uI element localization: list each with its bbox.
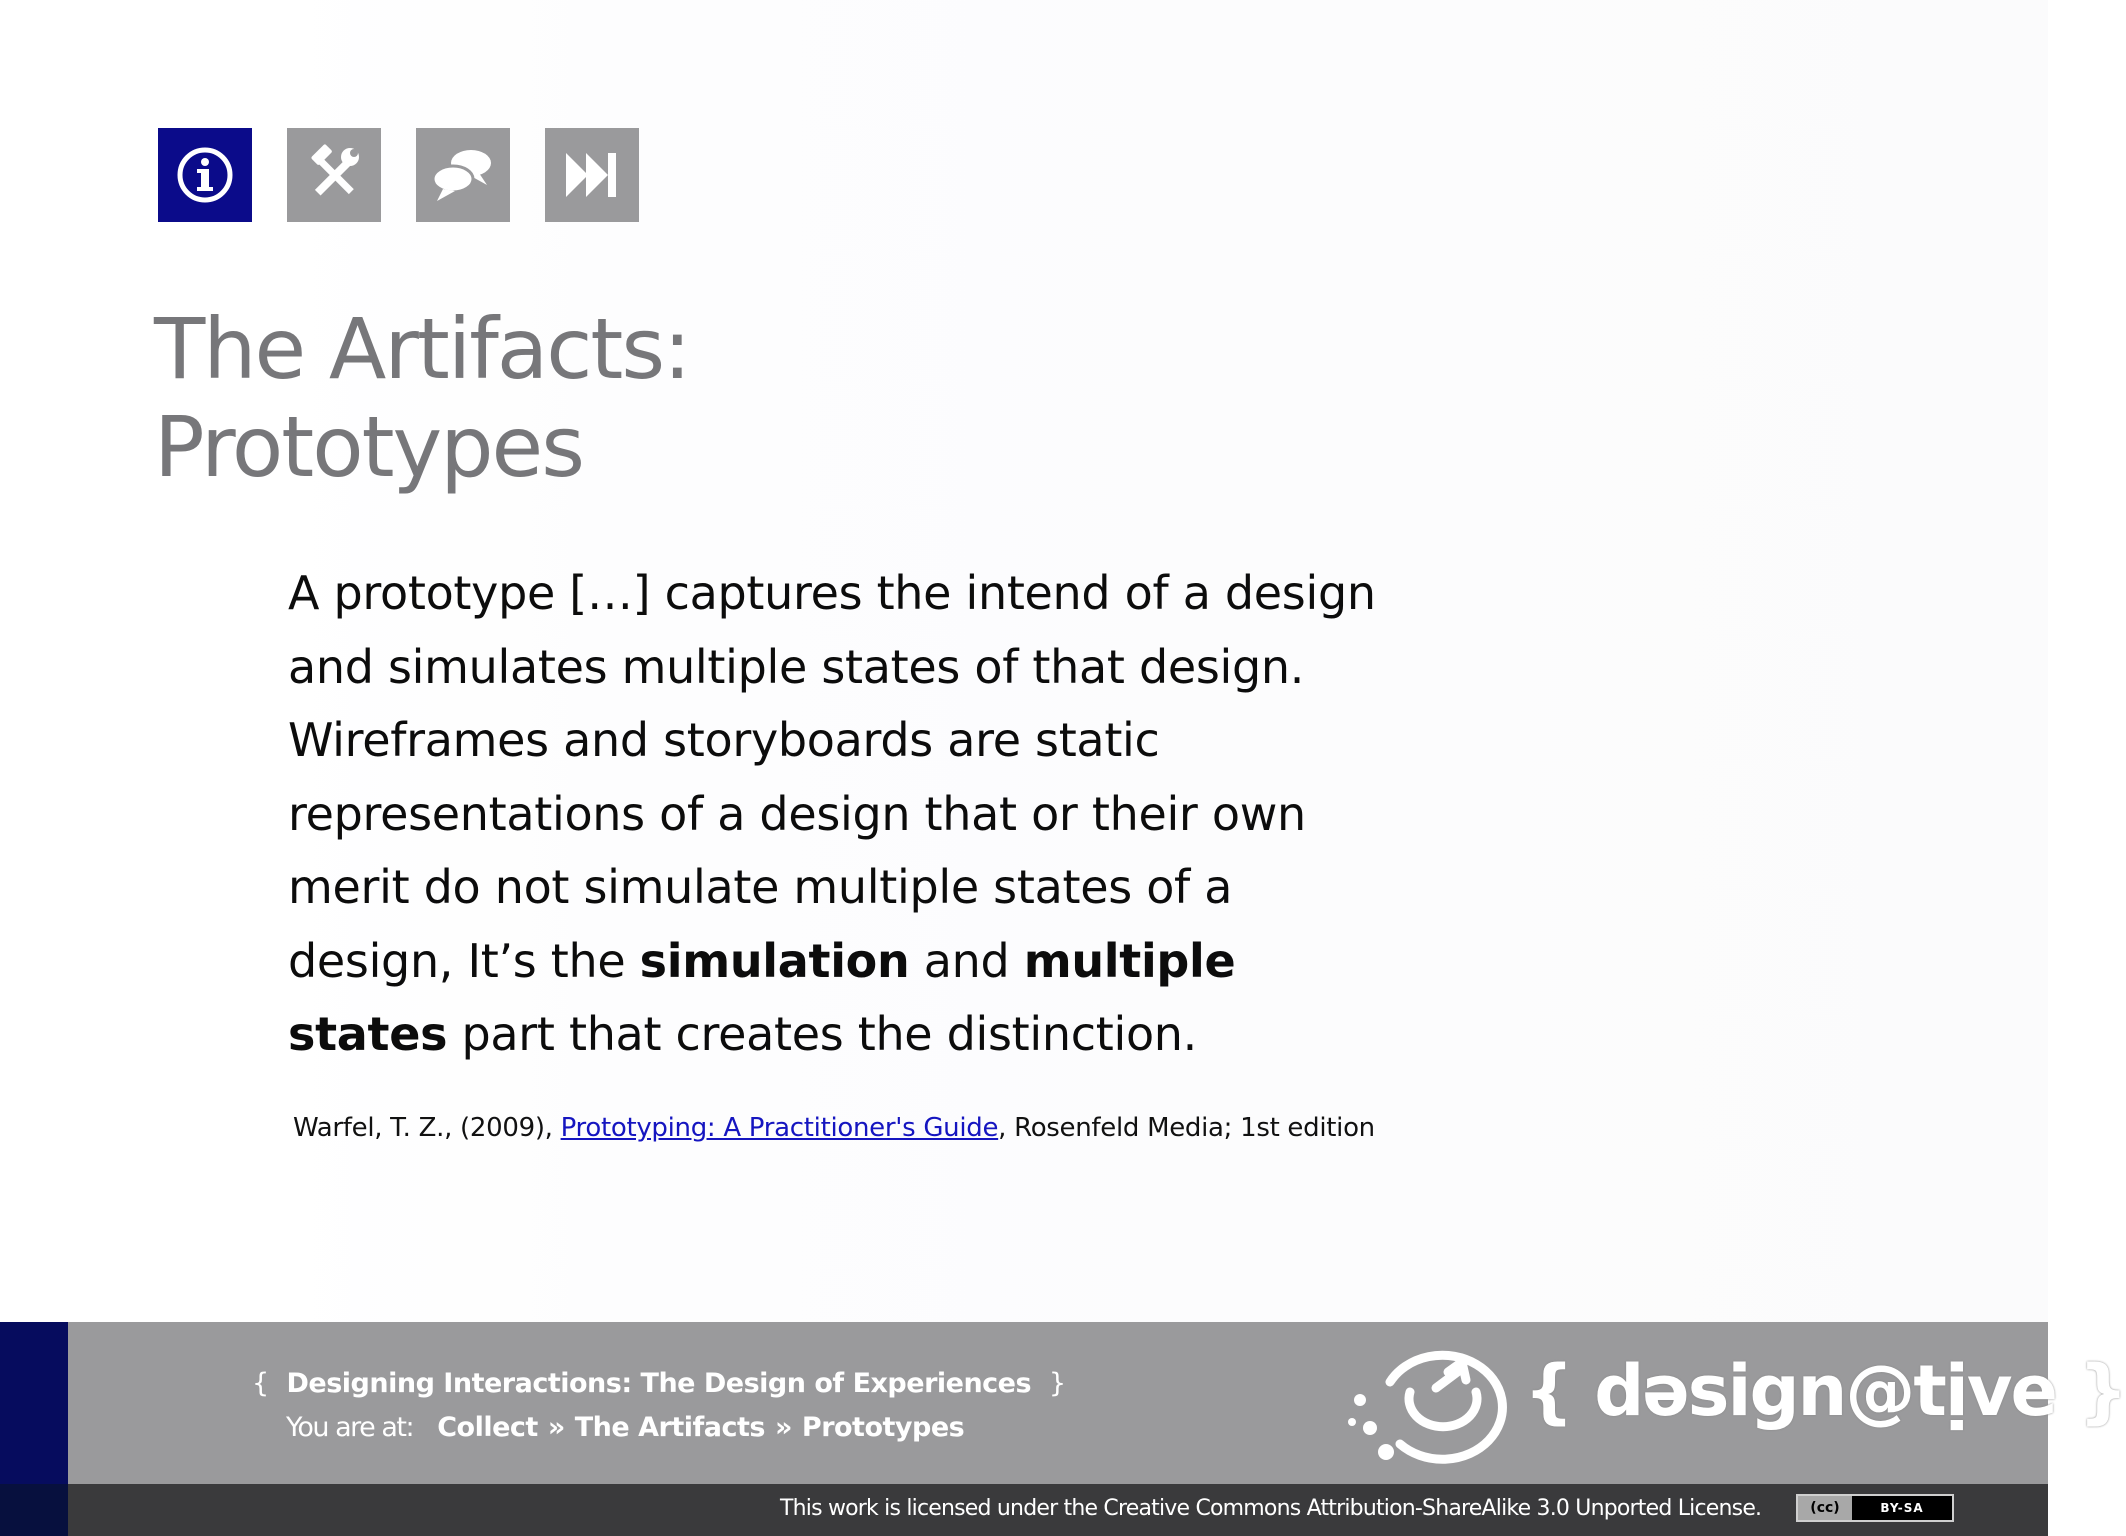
cc-by-sa-badge[interactable] xyxy=(1796,1494,1954,1522)
info-icon xyxy=(175,145,235,205)
breadcrumb-item-the-artifacts[interactable]: The Artifacts xyxy=(574,1412,765,1443)
citation xyxy=(293,1112,1375,1144)
tools-icon xyxy=(302,143,366,207)
cc-icon: (cc) xyxy=(1798,1496,1852,1520)
breadcrumb-separator: » xyxy=(774,1412,792,1443)
skip-forward-icon xyxy=(562,147,622,203)
quote-text xyxy=(288,557,1408,1072)
title-line-1: The Artifacts: xyxy=(154,300,690,398)
citation-suffix: , Rosenfeld Media; 1st edition xyxy=(998,1113,1375,1143)
course-brace-open: { xyxy=(252,1368,269,1399)
license-text: This work is licensed under the Creative Commons Attribution-ShareAlike 3.0 Unported License. xyxy=(780,1496,1762,1521)
tools-button[interactable] xyxy=(287,128,381,222)
course-title-text: Designing Interactions: The Design of Experiences xyxy=(286,1368,1032,1399)
info-button[interactable] xyxy=(158,128,252,222)
quote-part-3: part that creates the distinction. xyxy=(447,1007,1197,1061)
breadcrumb-item-prototypes: Prototypes xyxy=(801,1412,965,1443)
cc-license-label: BY-SA xyxy=(1880,1501,1924,1515)
license-bar-accent xyxy=(0,1484,68,1536)
citation-link[interactable]: Prototyping: A Practitioner's Guide xyxy=(560,1113,999,1143)
course-title xyxy=(252,1368,1066,1399)
discussion-button[interactable] xyxy=(416,128,510,222)
breadcrumb-separator: » xyxy=(547,1412,565,1443)
quote-emphasis-simulation: simulation xyxy=(639,933,910,988)
brand-wordmark: { dǝsign@tịve } xyxy=(1524,1350,2126,1432)
discussion-icon xyxy=(429,145,497,205)
course-brace-close: } xyxy=(1048,1368,1066,1399)
page-title xyxy=(154,300,689,496)
title-line-2: Prototypes xyxy=(154,398,583,496)
skip-forward-button[interactable] xyxy=(545,128,639,222)
breadcrumb-item-collect[interactable]: Collect xyxy=(437,1412,538,1443)
quote-part-2: and xyxy=(909,933,1024,988)
citation-prefix: Warfel, T. Z., (2009), xyxy=(293,1113,561,1143)
quote-part-1: A prototype […] captures the intend of a design and simulates multiple states of that design. Wireframes and storyboards are static representations of a design that or their own merit do not simulate multiple states of a design, It’s the xyxy=(288,566,1376,988)
breadcrumb xyxy=(286,1412,964,1443)
footer xyxy=(0,1322,2126,1536)
quote-emphasis-multiple-states: multiple states xyxy=(288,933,1236,1061)
breadcrumb-prefix: You are at: xyxy=(286,1412,414,1443)
